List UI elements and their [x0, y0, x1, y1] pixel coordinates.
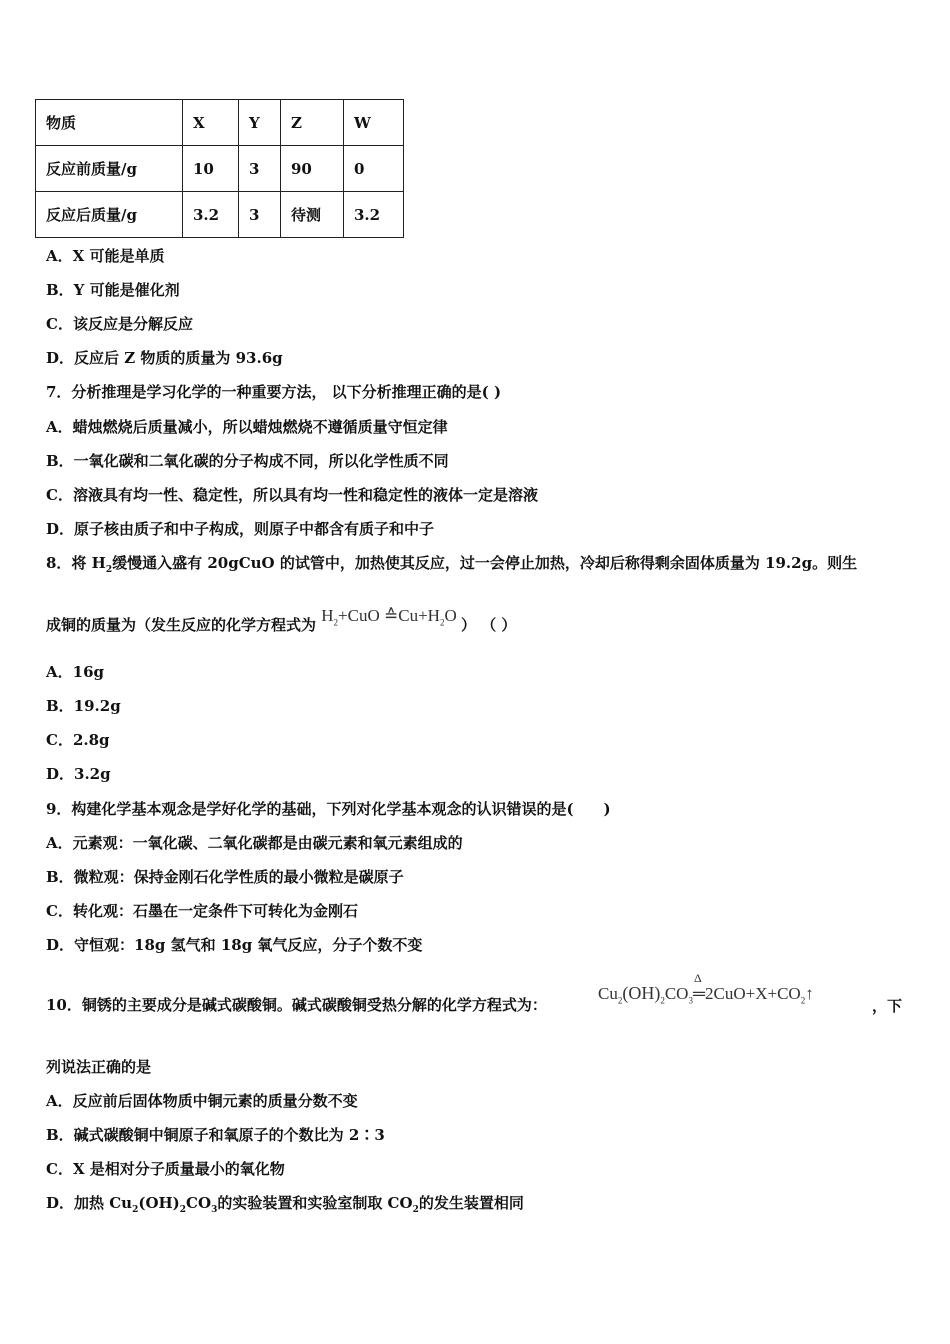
q10-stem-post: ，下 — [872, 997, 903, 1015]
eq-plus-cuo: +CuO — [338, 606, 380, 625]
eq-sub: 2 — [660, 995, 665, 1006]
table-cell: 3 — [239, 146, 281, 192]
eq-sub-2b: 2 — [439, 617, 445, 628]
q8-stem2-post: ） （ ） — [460, 616, 517, 634]
q10-d-post: 的发生装置相同 — [418, 1194, 524, 1212]
table-cell: Z — [281, 100, 344, 146]
eq-o: O — [444, 606, 457, 625]
q10-d-mid: 的实验装置和实验室制取 CO — [217, 1194, 413, 1212]
table-cell: W — [344, 100, 404, 146]
table-cell: 待测 — [281, 192, 344, 238]
table-row — [36, 192, 404, 238]
q10-equation — [598, 971, 814, 1006]
q8-option-a: A．16g — [46, 663, 105, 681]
table-cell: 3 — [239, 192, 281, 238]
eq-sub: 2 — [617, 995, 623, 1006]
eq-delta: Δ — [693, 971, 702, 985]
q6-option-c: C．该反应是分解反应 — [46, 315, 193, 333]
eq-sub: 3 — [688, 995, 693, 1006]
q8-equation — [321, 606, 461, 628]
q10-d-sub: 2 — [179, 1205, 187, 1215]
q10-stem-line2: 列说法正确的是 — [46, 1058, 152, 1076]
table-cell: 0 — [344, 146, 404, 192]
table-cell: Y — [239, 100, 281, 146]
q10-d-sub: 2 — [412, 1205, 419, 1215]
table-header-row — [36, 100, 404, 146]
q10-d-sub: 2 — [132, 1205, 139, 1215]
eq-equals: ═ — [692, 984, 706, 1003]
q10-option-a: A．反应前后固体物质中铜元素的质量分数不变 — [46, 1092, 358, 1110]
q10-stem — [46, 995, 547, 1015]
eq-sub-2: 2 — [333, 617, 339, 628]
table-cell: 3.2 — [183, 192, 239, 238]
q10-d-sub: 3 — [211, 1205, 218, 1215]
q10-d-mid: CO — [186, 1194, 212, 1212]
q10-stem-pre: 10．铜锈的主要成分是碱式碳酸铜。碱式碳酸铜受热分解的化学方程式为： — [46, 996, 547, 1014]
q7-option-c: C．溶液具有均一性、稳定性，所以具有均一性和稳定性的液体一定是溶液 — [46, 486, 538, 504]
q8-option-c: C．2.8g — [46, 731, 110, 749]
q10-option-c: C．X 是相对分子质量最小的氧化物 — [46, 1160, 285, 1178]
eq-h: H — [321, 606, 334, 625]
table-cell: X — [183, 100, 239, 146]
q6-option-d: D．反应后 Z 物质的质量为 93.6g — [46, 349, 283, 367]
q9-option-c: C．转化观：石墨在一定条件下可转化为金刚石 — [46, 902, 358, 920]
q8-stem2-pre: 成铜的质量为（发生反应的化学方程式为 — [46, 616, 317, 634]
q7-option-a: A．蜡烛燃烧后质量减小，所以蜡烛燃烧不遵循质量守恒定律 — [46, 418, 448, 436]
table-row — [36, 146, 404, 192]
q9-option-b: B．微粒观：保持金刚石化学性质的最小微粒是碳原子 — [46, 868, 404, 886]
q9-stem: 9．构建化学基本观念是学好化学的基础，下列对化学基本观念的认识错误的是( ) — [46, 800, 611, 818]
eq-co: CO — [664, 984, 689, 1003]
q6-option-b: B．Y 可能是催化剂 — [46, 281, 180, 299]
eq-products: 2CuO+X+CO — [705, 984, 801, 1003]
q10-option-d — [46, 1193, 524, 1220]
table-cell: 反应前质量/g — [36, 146, 183, 192]
q8-stem — [46, 553, 857, 580]
table-cell: 10 — [183, 146, 239, 192]
q8-stem-pre: 8．将 H — [46, 554, 106, 572]
q10-option-b: B．碱式碳酸铜中铜原子和氧原子的个数比为 2∶3 — [46, 1126, 385, 1144]
q8-option-d: D．3.2g — [46, 765, 111, 783]
eq-arrow: ≙ — [383, 606, 399, 625]
eq-cu-h: Cu+H — [398, 606, 440, 625]
q6-option-a: A．X 可能是单质 — [46, 247, 165, 265]
q9-option-a: A．元素观：一氧化碳、二氧化碳都是由碳元素和氧元素组成的 — [46, 834, 463, 852]
q7-option-d: D．原子核由质子和中子构成，则原子中都含有质子和中子 — [46, 520, 435, 538]
q8-option-b: B．19.2g — [46, 697, 121, 715]
mass-table — [35, 99, 404, 238]
table-cell: 90 — [281, 146, 344, 192]
q8-stem-post: 缓慢通入盛有 20gCuO 的试管中，加热使其反应，过一会停止加热，冷却后称得剩余固体质量为 19.2g。则生 — [112, 554, 858, 572]
q8-stem-line2 — [46, 606, 517, 641]
eq-heat-sign — [692, 971, 706, 1004]
eq-gas-arrow: ↑ — [805, 984, 814, 1003]
q10-d-pre: D．加热 Cu — [46, 1194, 133, 1212]
q8-stem-sub: 2 — [105, 565, 113, 575]
eq-sub: 2 — [800, 995, 806, 1006]
q9-option-d: D．守恒观：18g 氢气和 18g 氧气反应，分子个数不变 — [46, 936, 423, 954]
q7-option-b: B．一氧化碳和二氧化碳的分子构成不同，所以化学性质不同 — [46, 452, 449, 470]
eq-oh: (OH) — [622, 983, 661, 1003]
q7-stem: 7．分析推理是学习化学的一种重要方法， 以下分析推理正确的是( ) — [46, 383, 502, 401]
table-cell: 物质 — [36, 100, 183, 146]
q10-d-mid: (OH) — [138, 1194, 180, 1212]
eq-cu: Cu — [598, 984, 618, 1003]
table-cell: 反应后质量/g — [36, 192, 183, 238]
table-cell: 3.2 — [344, 192, 404, 238]
